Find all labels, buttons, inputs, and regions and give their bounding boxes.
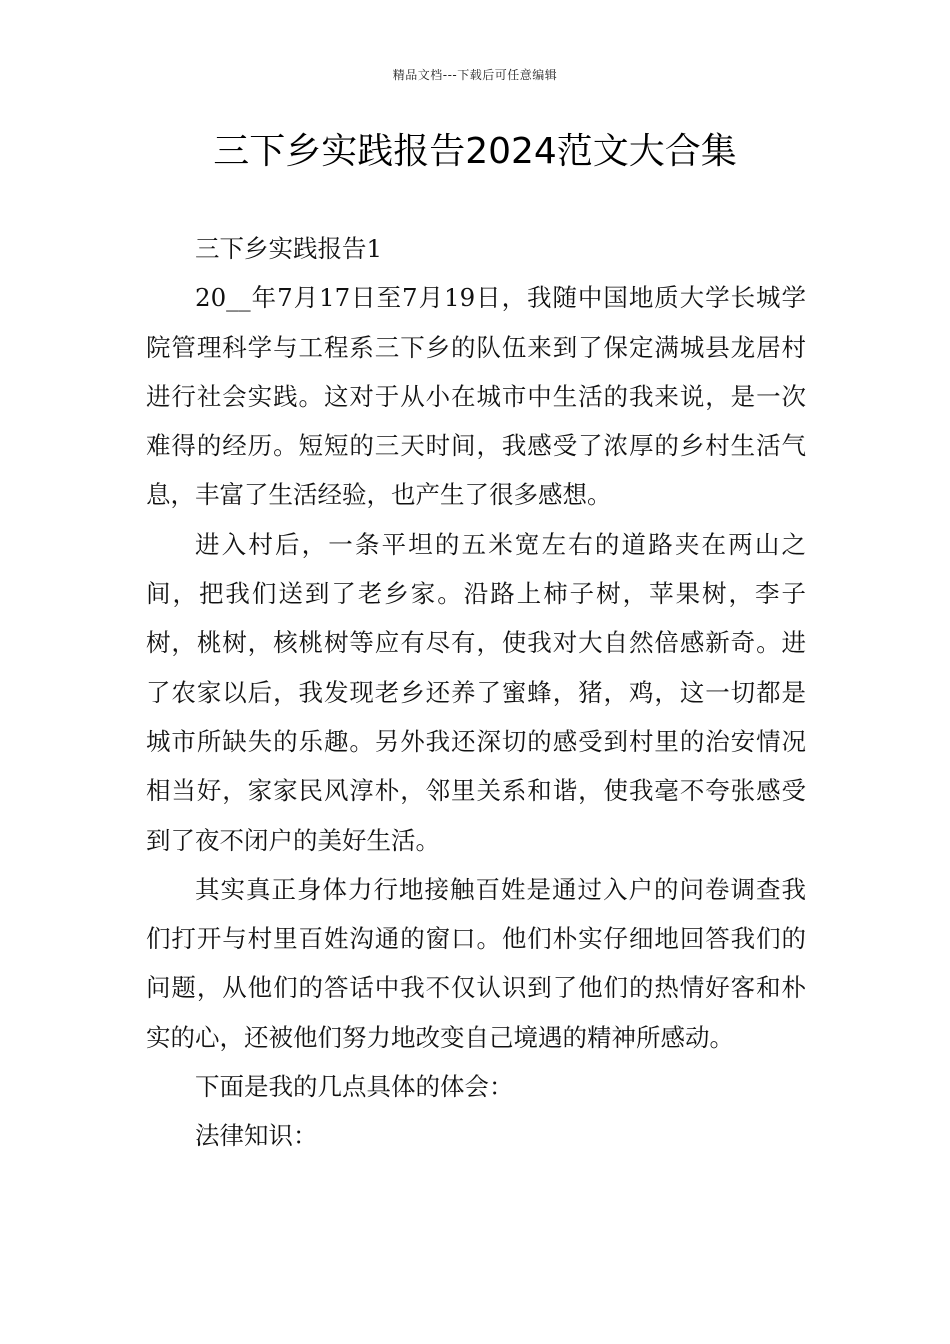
body-paragraph: 其实真正身体力行地接触百姓是通过入户的问卷调查我们打开与村里百姓沟通的窗口。他们朴实仔细地回答我们的问题，从他们的答话中我不仅认识到了他们的热情好客和朴实的心，还被他们努力地改变自己境遇的精神所感动。 [146,874,806,1052]
body-paragraph: 法律知识： [195,1121,318,1151]
body-paragraph: 20__年7月17日至7月19日，我随中国地质大学长城学院管理科学与工程系三下乡的队伍来到了保定满城县龙居村进行社会实践。这对于从小在城市中生活的我来说，是一次难得的经历。短短的三天时间，我感受了浓厚的乡村生活气息，丰富了生活经验，也产生了很多感想。 [146,283,806,510]
document-body [146,224,806,1161]
section-heading: 三下乡实践报告1 [195,234,383,263]
page-header-note: 精品文档---下载后可任意编辑 [392,68,558,82]
document-title: 三下乡实践报告2024范文大合集 [213,131,737,172]
body-paragraph: 进入村后，一条平坦的五米宽左右的道路夹在两山之间，把我们送到了老乡家。沿路上柿子树，苹果树，李子树，桃树，核桃树等应有尽有，使我对大自然倍感新奇。进了农家以后，我发现老乡还养了蜜蜂，猪，鸡，这一切都是城市所缺失的乐趣。另外我还深切的感受到村里的治安情况相当好，家家民风淳朴，邻里关系和谐，使我毫不夸张感受到了夜不闭户的美好生活。 [146,529,806,855]
body-paragraph: 下面是我的几点具体的体会： [195,1072,514,1102]
